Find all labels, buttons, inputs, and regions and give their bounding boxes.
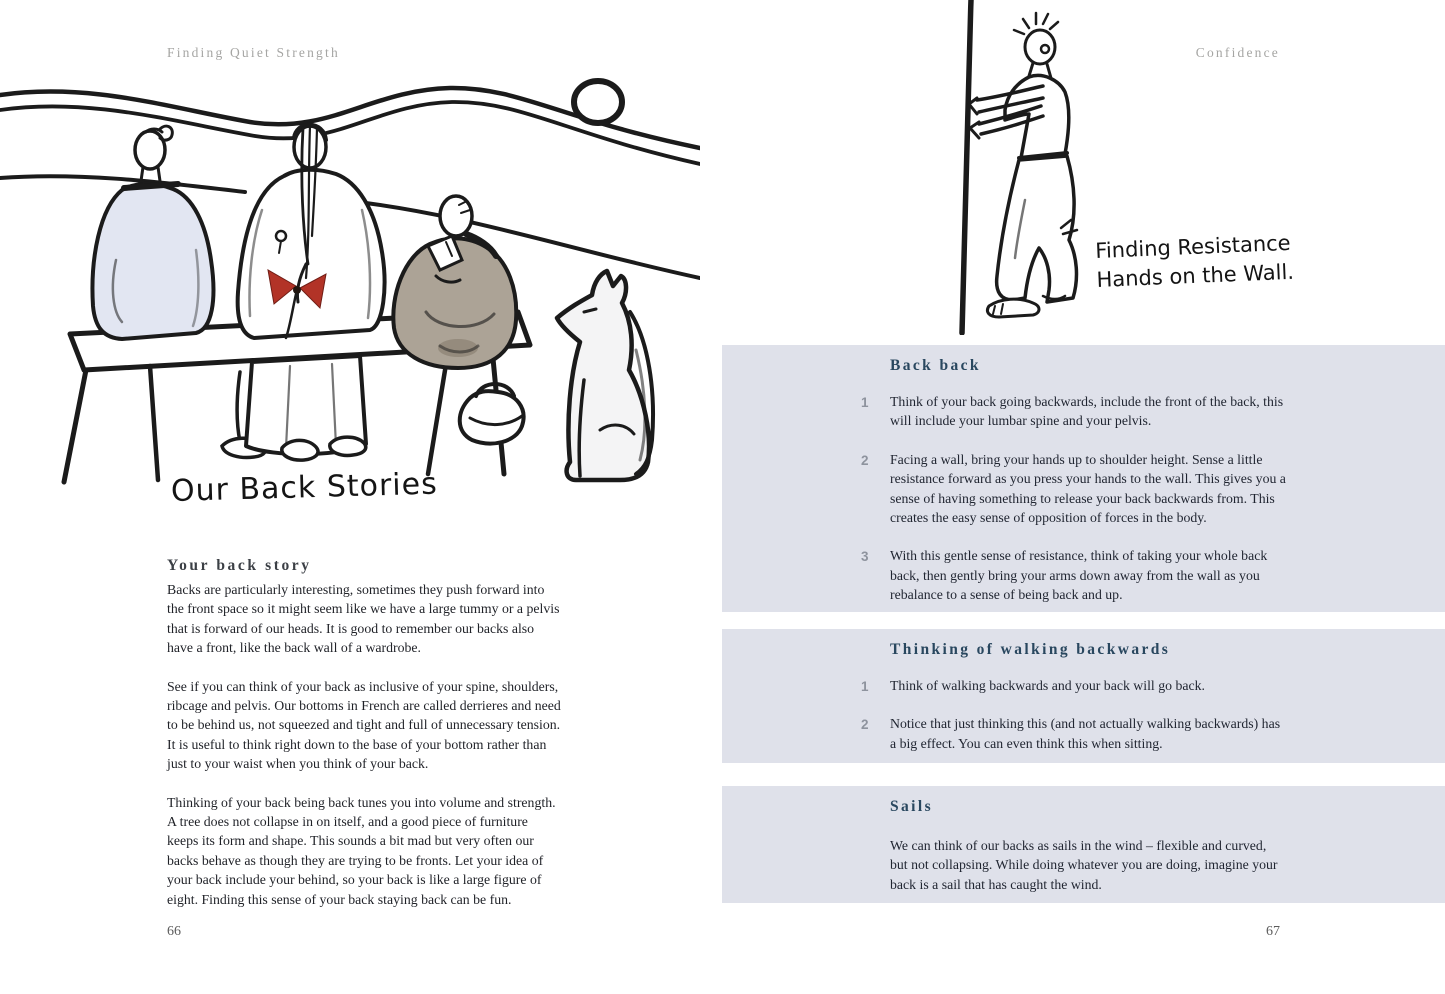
bench-illustration-caption: Our Back Stories (170, 466, 439, 509)
left-running-header: Finding Quiet Strength (167, 45, 340, 60)
exercise-step (861, 676, 1287, 695)
step-number: 1 (861, 679, 869, 694)
figure-right (393, 196, 523, 444)
sun-moon-icon (574, 81, 622, 123)
exercise-step (861, 714, 1287, 753)
step-number: 2 (861, 452, 869, 468)
person-pushing-wall (969, 13, 1077, 317)
step-text: Think of your back going backwards, include the front of the back, this will include your lumbar spine and your pelvis. (890, 394, 1284, 429)
step-text: Facing a wall, bring your hands up to shoulder height. Sense a little resistance forward as you press your hands to the wall. This gives you a sense of having something to release your back backwards from. This creates the easy sense of opposition of forces in the body. (890, 451, 1286, 526)
dog (557, 271, 653, 480)
step-number: 3 (861, 549, 869, 565)
caption-line: Hands on the Wall. (1096, 259, 1295, 292)
step-text: With this gentle sense of resistance, think of taking your whole back back, then gently bring your arms down away from the wall as you rebalance to a sense of being back and up. (890, 548, 1268, 603)
exercise-box-title: Thinking of walking backwards (890, 641, 1171, 658)
step-text: Think of walking backwards and your back will go back. (890, 678, 1205, 693)
exercise-box-paragraph: We can think of our backs as sails in the wind – flexible and curved, but not collapsing. While doing whatever you are doing, imagine your back is a sail that has caught the wind. (890, 838, 1278, 892)
exercise-step (861, 392, 1287, 431)
step-number: 1 (861, 395, 869, 410)
exercise-box-walking-backwards (722, 629, 1445, 763)
exercise-step (861, 546, 1287, 604)
wall-line (962, 0, 971, 333)
figure-middle (238, 125, 385, 460)
section-heading: Your back story (167, 557, 312, 574)
paragraph: Backs are particularly interesting, sometimes they push forward into the front space so it might seem like we have a large tummy or a pelvis that is forward of our heads. It is good to remember our backs also have a front, like the back wall of a wardrobe. (167, 582, 560, 656)
exercise-box-title: Back back (890, 357, 981, 374)
right-running-header: Confidence (1195, 45, 1280, 60)
step-number: 2 (861, 717, 869, 733)
exercise-step (861, 450, 1287, 528)
step-text: Notice that just thinking this (and not actually walking backwards) has a big effect. You can even think this when sitting. (890, 716, 1281, 751)
caption-line: Finding Resistance (1094, 230, 1292, 264)
bench-scene-illustration (0, 50, 700, 485)
paragraph: Thinking of your back being back tunes you into volume and strength. A tree does not collapse in on itself, and a good piece of furniture keeps its form and shape. This sounds a bit mad but very often our backs behave as though they are trying to be fronts. Let your idea of your back include your behind, so your back is like a large figure of eight. Finding this sense of your back staying back can be fun. (167, 794, 556, 907)
body-text-column (167, 580, 561, 928)
paragraph: See if you can think of your back as inclusive of your spine, shoulders, ribcage and pelvis. Our bottoms in French are called derrieres and need to be behind us, not squeezed and tight and full of unnecessary tension. It is useful to think right down to the base of your bottom rather than just to your waist when you think of your back. (167, 678, 561, 772)
exercise-box-back-back (722, 345, 1445, 612)
exercise-box-sails (722, 786, 1445, 903)
exercise-box-title: Sails (890, 798, 934, 815)
wall-illustration-caption (1095, 229, 1295, 295)
right-page-number: 67 (1266, 924, 1280, 939)
left-page-number: 66 (167, 924, 181, 939)
